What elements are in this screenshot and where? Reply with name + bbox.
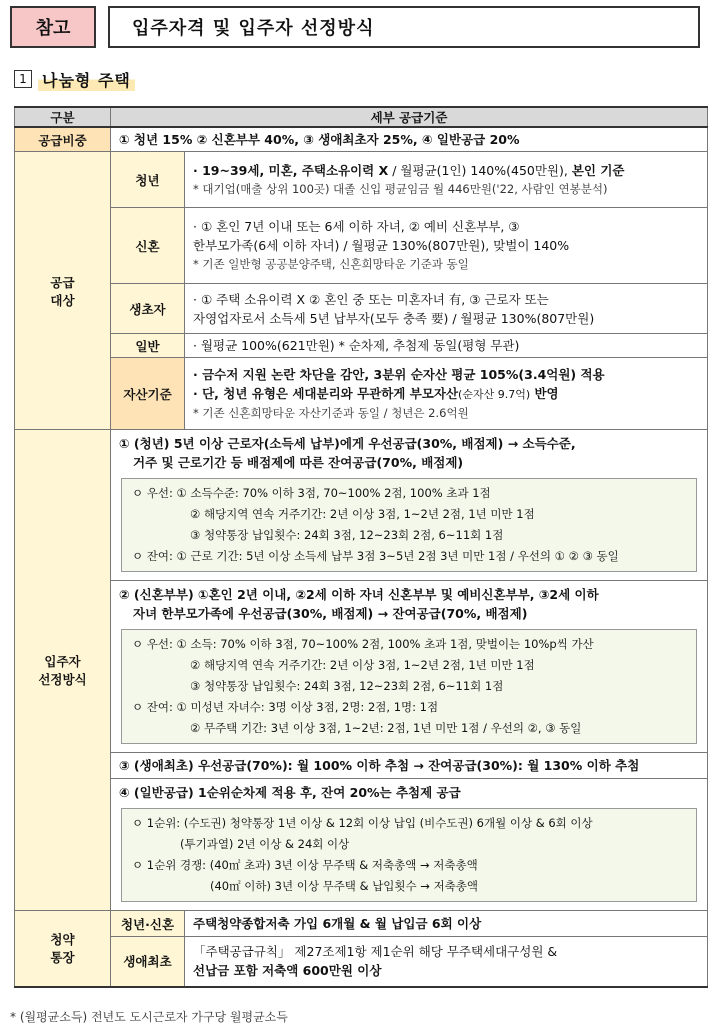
page-title: 입주자격 및 입주자 선정방식: [108, 6, 700, 48]
savings-youth-text: 주택청약종합저축 가입 6개월 & 월 납입금 6회 이상: [185, 911, 708, 937]
newlywed-label: 신혼: [111, 208, 185, 284]
selection-newlywed-row: [15, 581, 708, 753]
target-youth-row: [15, 152, 708, 208]
asset-criteria: · 금수저 지원 논란 차단을 감안, 3분위 순자산 평균 105%(3.4억원) 적용 · 단, 청년 유형은 세대분리와 무관하게 부모자산(순자산 9.7억) 반영 * 기존 신혼희망타운 자산기준과 동일 / 청년은 2.6억원: [185, 358, 708, 430]
savings-youth-label: 청년·신혼: [111, 911, 185, 937]
selection-youth: ① (청년) 5년 이상 근로자(소득세 납부)에게 우선공급(30%, 배점제) → 소득수준, 거주 및 근로기간 등 배점제에 따른 잔여공급(70%, 배점제) ㅇ 우선: ① 소득수준: 70% 이하 3점, 70~100% 2점, 100% 초과 1점 ② 해당지역 연속 거주기간: 2년 이상 3점, 1~2년 2점, 1년 미만 1점 ③ 청약통장 납입횟수: 24회 3점, 12~23회 2점, 6~11회 1점 ㅇ 잔여: ① 근로 기간: 5년 이상 소득세 납부 3점 3~5년 2점 3년 미만 1점 / 우선의 ① ② ③ 동일: [111, 430, 708, 581]
selection-general-row: [15, 779, 708, 911]
general-criteria: · 월평균 100%(621만원) * 순차제, 추첨제 동일(평형 무관): [185, 334, 708, 358]
selection-newlywed: ② (신혼부부) ①혼인 2년 이내, ②2세 이하 자녀 신혼부부 및 예비신혼부부, ③2세 이하 자녀 한부모가족에 우선공급(30%, 배점제) → 잔여공급(70%, 배점제) ㅇ 우선: ① 소득: 70% 이하 3점, 70~100% 2점, 100% 초과 1점, 맞벌이는 10%p씩 가산 ② 해당지역 연속 거주기간: 2년 이상 3점, 1~2년 2점, 1년 미만 1점 ③ 청약통장 납입횟수: 24회 3점, 12~23회 2점, 6~11회 1점 ㅇ 잔여: ① 미성년 자녀수: 3명 이상 3점, 2명: 2점, 1명: 1점 ② 무주택 기간: 3년 이상 3점, 1~2년: 2점, 1년 미만 1점 / 우선의 ②, ③ 동일: [111, 581, 708, 753]
target-general-row: [15, 334, 708, 358]
table-header-row: [15, 107, 708, 127]
selection-label: 입주자 선정방식: [15, 430, 111, 911]
section-title: 나눔형 주택: [38, 68, 135, 91]
selection-first-time: ③ (생애최초) 우선공급(70%): 월 100% 이하 추첨 → 잔여공급(30%): 월 130% 이하 추첨: [111, 753, 708, 779]
newlywed-criteria: · ① 혼인 7년 이내 또는 6세 이하 자녀, ② 예비 신혼부부, ③ 한부모가족(6세 이하 자녀) / 월평균 130%(807만원), 맞벌이 140% * 기존 일반형 공공분양주택, 신혼희망타운 기준과 동일: [185, 208, 708, 284]
youth-score-box: ㅇ 우선: ① 소득수준: 70% 이하 3점, 70~100% 2점, 100% 초과 1점 ② 해당지역 연속 거주기간: 2년 이상 3점, 1~2년 2점, 1년 미만 1점 ③ 청약통장 납입횟수: 24회 3점, 12~23회 2점, 6~11회 1점 ㅇ 잔여: ① 근로 기간: 5년 이상 소득세 납부 3점 3~5년 2점 3년 미만 1점 / 우선의 ① ② ③ 동일: [121, 478, 697, 572]
header-detail: 세부 공급기준: [111, 107, 708, 127]
supply-ratio-label: 공급비중: [15, 127, 111, 152]
asset-label: 자산기준: [111, 358, 185, 430]
general-label: 일반: [111, 334, 185, 358]
newlywed-score-box: ㅇ 우선: ① 소득: 70% 이하 3점, 70~100% 2점, 100% 초과 1점, 맞벌이는 10%p씩 가산 ② 해당지역 연속 거주기간: 2년 이상 3점, 1~2년 2점, 1년 미만 1점 ③ 청약통장 납입횟수: 24회 3점, 12~23회 2점, 6~11회 1점 ㅇ 잔여: ① 미성년 자녀수: 3명 이상 3점, 2명: 2점, 1명: 1점 ② 무주택 기간: 3년 이상 3점, 1~2년: 2점, 1년 미만 1점 / 우선의 ②, ③ 동일: [121, 629, 697, 744]
target-newlywed-row: [15, 208, 708, 284]
savings-first-time-text: 「주택공급규칙」 제27조제1항 제1순위 해당 무주택세대구성원 & 선납금 포함 저축액 600만원 이상: [185, 937, 708, 987]
target-asset-row: [15, 358, 708, 430]
savings-first-time-row: [15, 937, 708, 987]
header-category: 구분: [15, 107, 111, 127]
supply-ratio-row: [15, 127, 708, 152]
footnote: * (월평균소득) 전년도 도시근로자 가구당 월평균소득: [10, 1010, 288, 1024]
reference-tag: 참고: [10, 6, 96, 48]
section-heading: [14, 68, 135, 90]
first-time-criteria: · ① 주택 소유이력 X ② 혼인 중 또는 미혼자녀 有, ③ 근로자 또는 자영업자로서 소득세 5년 납부자(모두 충족 要) / 월평균 130%(807만원): [185, 284, 708, 334]
savings-youth-row: [15, 911, 708, 937]
youth-criteria: · 19~39세, 미혼, 주택소유이력 X / 월평균(1인) 140%(450만원), 본인 기준 * 대기업(매출 상위 100곳) 대졸 신입 평균임금 월 446만원('22, 사람인 연봉분석): [185, 152, 708, 208]
eligibility-table: [14, 106, 708, 988]
selection-general: ④ (일반공급) 1순위순차제 적용 후, 잔여 20%는 추첨제 공급 ㅇ 1순위: (수도권) 청약통장 1년 이상 & 12회 이상 납입 (비수도권) 6개월 이상 & 6회 이상 (투기과열) 2년 이상 & 24회 이상 ㅇ 1순위 경쟁: (40㎡ 초과) 3년 이상 무주택 & 저축총액 → 저축총액 (40㎡ 이하) 3년 이상 무주택 & 납입횟수 → 저축총액: [111, 779, 708, 911]
supply-ratio-text: ① 청년 15% ② 신혼부부 40%, ③ 생애최초자 25%, ④ 일반공급 20%: [111, 127, 708, 152]
target-label: 공급 대상: [15, 152, 111, 430]
page-header: [10, 6, 700, 48]
selection-first-time-row: [15, 753, 708, 779]
general-rank-box: ㅇ 1순위: (수도권) 청약통장 1년 이상 & 12회 이상 납입 (비수도권) 6개월 이상 & 6회 이상 (투기과열) 2년 이상 & 24회 이상 ㅇ 1순위 경쟁: (40㎡ 초과) 3년 이상 무주택 & 저축총액 → 저축총액 (40㎡ 이하) 3년 이상 무주택 & 납입횟수 → 저축총액: [121, 808, 697, 902]
savings-first-time-label: 생애최초: [111, 937, 185, 987]
savings-label: 청약 통장: [15, 911, 111, 987]
first-time-label: 생초자: [111, 284, 185, 334]
section-number: 1: [14, 70, 32, 88]
target-first-time-row: [15, 284, 708, 334]
youth-label: 청년: [111, 152, 185, 208]
selection-youth-row: [15, 430, 708, 581]
